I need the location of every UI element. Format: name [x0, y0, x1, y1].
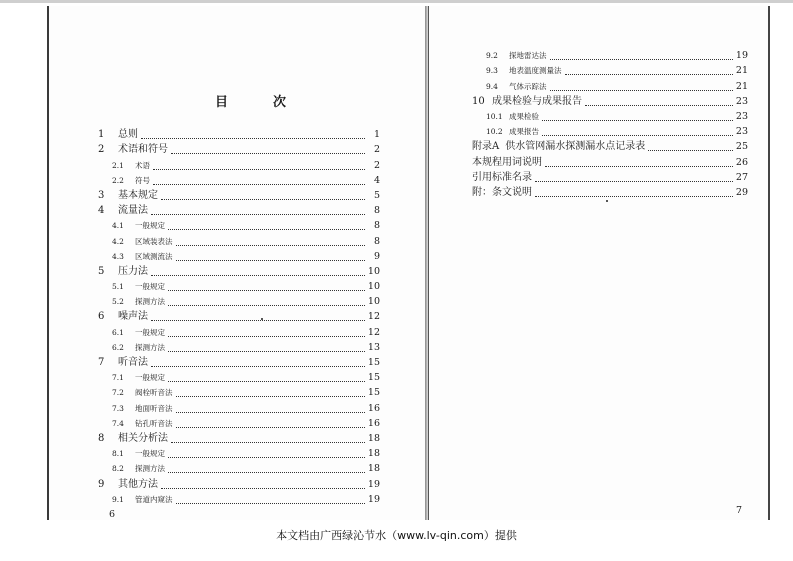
- toc-entry-page: 12: [367, 311, 380, 323]
- toc-entry[interactable]: [98, 431, 380, 446]
- toc-entry-number: 6.1: [112, 327, 124, 337]
- toc-entry[interactable]: [98, 416, 380, 431]
- toc-entry-label: 成果检验: [509, 111, 539, 121]
- scan-speck: [261, 318, 263, 320]
- left-page-number: 6: [109, 509, 116, 520]
- toc-entry-number: 4.1: [112, 221, 124, 231]
- dot-leader: [535, 195, 733, 197]
- dot-leader: [176, 502, 365, 504]
- toc-entry-number: 9.1: [112, 494, 124, 504]
- dot-leader: [153, 168, 365, 170]
- toc-entry-label: 听音法: [118, 357, 148, 368]
- toc-entry-number: 附录A: [472, 141, 500, 153]
- toc-entry-page: 18: [367, 432, 380, 444]
- toc-entry[interactable]: [472, 63, 748, 78]
- toc-entry-page: 8: [373, 205, 380, 217]
- toc-entry[interactable]: [472, 185, 748, 200]
- toc-entry[interactable]: [98, 218, 380, 233]
- scan-speck: [606, 200, 608, 202]
- toc-entry-label: 基本规定: [118, 189, 158, 201]
- toc-entry[interactable]: [472, 78, 748, 93]
- toc-entry-number: 7.2: [112, 388, 124, 398]
- dot-leader: [168, 289, 365, 291]
- toc-entry-page: 21: [735, 80, 748, 92]
- dot-leader: [153, 183, 365, 185]
- toc-entry-page: 19: [367, 478, 380, 490]
- toc-entry-page: 15: [367, 357, 380, 368]
- toc-entry-page: 18: [367, 448, 380, 460]
- toc-entry-page: 19: [367, 493, 380, 505]
- toc-entry[interactable]: [98, 492, 380, 507]
- toc-entry-page: 23: [735, 110, 748, 122]
- toc-entry[interactable]: [98, 476, 380, 491]
- toc-entry-label: 成果报告: [509, 127, 539, 137]
- toc-entry[interactable]: [98, 340, 380, 355]
- dot-leader: [550, 58, 733, 60]
- toc-entry-label: 供水管网漏水探测漏水点记录表: [505, 141, 646, 153]
- toc-entry-number: 9: [98, 478, 105, 490]
- toc-entry-number: 5.2: [112, 297, 124, 307]
- toc-entry-label: 相关分析法: [118, 432, 168, 444]
- toc-entry-label: 总则: [118, 129, 138, 141]
- toc-entry-page: 10: [367, 296, 380, 308]
- toc-entry-label: 其他方法: [118, 478, 158, 490]
- toc-entry-page: 21: [735, 65, 748, 77]
- toc-entry-number: 8.2: [112, 464, 124, 474]
- toc-entry[interactable]: [98, 203, 380, 218]
- toc-entry-page: 26: [735, 156, 748, 168]
- toc-entry-number: 3: [98, 189, 105, 201]
- toc-right-list: [472, 48, 748, 200]
- toc-entry-number: 8.1: [112, 449, 124, 459]
- toc-entry[interactable]: [98, 233, 380, 248]
- toc-entry[interactable]: [98, 127, 380, 142]
- toc-entry-page: 23: [735, 95, 748, 107]
- toc-entry-page: 18: [367, 463, 380, 475]
- toc-entry[interactable]: [98, 249, 380, 264]
- toc-entry-label: 探测方法: [135, 464, 165, 474]
- toc-entry-number: 7.4: [112, 418, 124, 428]
- toc-entry-page: 15: [367, 372, 380, 384]
- toc-left-list: [98, 127, 380, 507]
- dot-leader: [171, 441, 365, 443]
- toc-entry-number: 4: [98, 205, 105, 217]
- toc-entry-page: 4: [373, 174, 380, 186]
- toc-entry-number: 2.2: [112, 175, 124, 185]
- toc-entry-number: 2.1: [112, 160, 124, 170]
- toc-entry-label: 阀栓听音法: [135, 388, 173, 398]
- toc-entry-page: 10: [367, 265, 380, 277]
- toc-entry-page: 16: [367, 402, 380, 414]
- dot-leader: [171, 152, 365, 154]
- toc-entry-page: 13: [367, 341, 380, 353]
- toc-entry-label: 管道内窥法: [135, 494, 173, 504]
- dot-leader: [176, 395, 365, 397]
- toc-entry[interactable]: [98, 279, 380, 294]
- toc-entry-label: 成果检验与成果报告: [492, 95, 582, 107]
- toc-entry[interactable]: [98, 385, 380, 400]
- toc-entry-page: 19: [735, 50, 748, 62]
- toc-entry[interactable]: [98, 446, 380, 461]
- toc-entry-label: 压力法: [118, 265, 148, 277]
- toc-entry-label: 区域测流法: [135, 251, 173, 261]
- dot-leader: [176, 426, 365, 428]
- dot-leader: [176, 259, 366, 261]
- toc-entry-label: 流量法: [118, 205, 148, 217]
- toc-entry[interactable]: [98, 264, 380, 279]
- toc-entry-label: 气体示踪法: [509, 81, 547, 91]
- toc-entry-number: 10.2: [486, 127, 503, 137]
- toc-entry-label: 噪声法: [118, 311, 148, 323]
- toc-entry-number: 10.1: [486, 111, 503, 121]
- toc-entry-page: 9: [373, 250, 380, 262]
- toc-entry[interactable]: [98, 294, 380, 309]
- toc-entry-number: 6.2: [112, 342, 124, 352]
- toc-entry-page: 23: [735, 126, 748, 138]
- dot-leader: [141, 137, 365, 139]
- toc-entry-page: 10: [367, 281, 380, 293]
- toc-entry[interactable]: [98, 157, 380, 172]
- footer-credit: 本文档由广西绿沁节水（www.lv-qin.com）提供: [276, 529, 517, 542]
- toc-entry-number: 10: [472, 95, 485, 107]
- right-page-number: 7: [736, 505, 743, 516]
- toc-entry[interactable]: [472, 139, 748, 154]
- toc-entry-label: 一般规定: [135, 282, 165, 292]
- toc-entry-number: 2: [98, 144, 105, 156]
- toc-entry-number: 7.1: [112, 373, 124, 383]
- toc-entry-number: 4.2: [112, 236, 124, 246]
- toc-entry[interactable]: [98, 173, 380, 188]
- dot-leader: [161, 198, 365, 200]
- dot-leader: [151, 319, 365, 321]
- toc-entry-page: 2: [373, 159, 380, 171]
- dot-leader: [648, 149, 733, 151]
- toc-entry-label: 一般规定: [135, 221, 165, 231]
- toc-entry-label: 探测方法: [135, 342, 165, 352]
- dot-leader: [535, 180, 733, 182]
- toc-entry-label: 一般规定: [135, 327, 165, 337]
- toc-entry-label: 引用标准名录: [472, 171, 532, 183]
- toc-entry-label: 一般规定: [135, 449, 165, 459]
- toc-entry-page: 16: [367, 417, 380, 429]
- toc-entry[interactable]: [98, 461, 380, 476]
- toc-entry-label: 区域装表法: [135, 236, 173, 246]
- dot-leader: [168, 471, 365, 473]
- toc-entry-label: 附：条文说明: [472, 186, 532, 198]
- dot-leader: [168, 350, 365, 352]
- scan-edge-right: [768, 6, 770, 520]
- toc-entry-label: 符号: [135, 175, 150, 185]
- toc-entry-label: 探测方法: [135, 297, 165, 307]
- toc-entry-number: 9.4: [486, 81, 498, 91]
- dot-leader: [545, 165, 733, 167]
- dot-leader: [585, 104, 733, 106]
- toc-entry-label: 探地雷达法: [509, 51, 547, 61]
- toc-entry-number: 7: [98, 357, 105, 368]
- dot-leader: [176, 244, 366, 246]
- toc-entry[interactable]: [98, 324, 380, 339]
- scan-edge: [0, 0, 793, 3]
- toc-entry-page: 8: [373, 220, 380, 232]
- toc-entry-label: 术语和符号: [118, 144, 168, 156]
- toc-entry-page: 12: [367, 326, 380, 338]
- toc-entry-page: 25: [735, 141, 748, 153]
- toc-entry-label: 地面听音法: [135, 403, 173, 413]
- dot-leader: [151, 274, 365, 276]
- toc-entry-page: 29: [735, 186, 748, 198]
- toc-entry-page: 8: [373, 235, 380, 247]
- toc-entry-label: 一般规定: [135, 373, 165, 383]
- toc-entry[interactable]: [98, 188, 380, 203]
- toc-entry[interactable]: [472, 48, 748, 63]
- toc-entry-number: 5.1: [112, 282, 124, 292]
- dot-leader: [176, 411, 365, 413]
- toc-entry-label: 地表温度测量法: [509, 66, 562, 76]
- toc-entry[interactable]: [472, 109, 748, 124]
- dot-leader: [168, 456, 365, 458]
- toc-entry[interactable]: [472, 94, 748, 109]
- dot-leader: [168, 380, 365, 382]
- toc-entry-page: 2: [373, 144, 380, 156]
- toc-entry-number: 4.3: [112, 251, 124, 261]
- toc-entry-page: 27: [735, 171, 748, 183]
- dot-leader: [542, 134, 733, 136]
- dot-leader: [550, 89, 733, 91]
- toc-entry[interactable]: [472, 154, 748, 169]
- toc-entry-number: 6: [98, 311, 105, 323]
- toc-entry-label: 术语: [135, 160, 150, 170]
- toc-entry-page: 5: [373, 189, 380, 201]
- toc-entry[interactable]: [98, 400, 380, 415]
- toc-entry-number: 7.3: [112, 403, 124, 413]
- dot-leader: [151, 365, 365, 367]
- dot-leader: [168, 304, 365, 306]
- toc-entry-page: 1: [373, 129, 380, 141]
- toc-entry-number: 9.3: [486, 66, 498, 76]
- toc-entry[interactable]: [98, 370, 380, 385]
- dot-leader: [151, 213, 365, 215]
- toc-entry-number: 5: [98, 265, 105, 277]
- toc-entry[interactable]: [98, 142, 380, 157]
- toc-entry[interactable]: [98, 355, 380, 370]
- toc-entry-page: 15: [367, 387, 380, 399]
- toc-entry[interactable]: [472, 124, 748, 139]
- dot-leader: [542, 119, 733, 121]
- toc-entry-number: 1: [98, 129, 105, 141]
- toc-entry-number: 8: [98, 432, 105, 444]
- dot-leader: [168, 228, 365, 230]
- toc-entry-label: 本规程用词说明: [472, 156, 542, 168]
- toc-title: 目 次: [215, 95, 303, 110]
- toc-entry-number: 9.2: [486, 51, 498, 61]
- toc-entry[interactable]: [472, 170, 748, 185]
- toc-entry-label: 钻孔听音法: [135, 418, 173, 428]
- dot-leader: [565, 73, 733, 75]
- dot-leader: [161, 487, 365, 489]
- toc-entry[interactable]: [98, 309, 380, 324]
- dot-leader: [168, 335, 365, 337]
